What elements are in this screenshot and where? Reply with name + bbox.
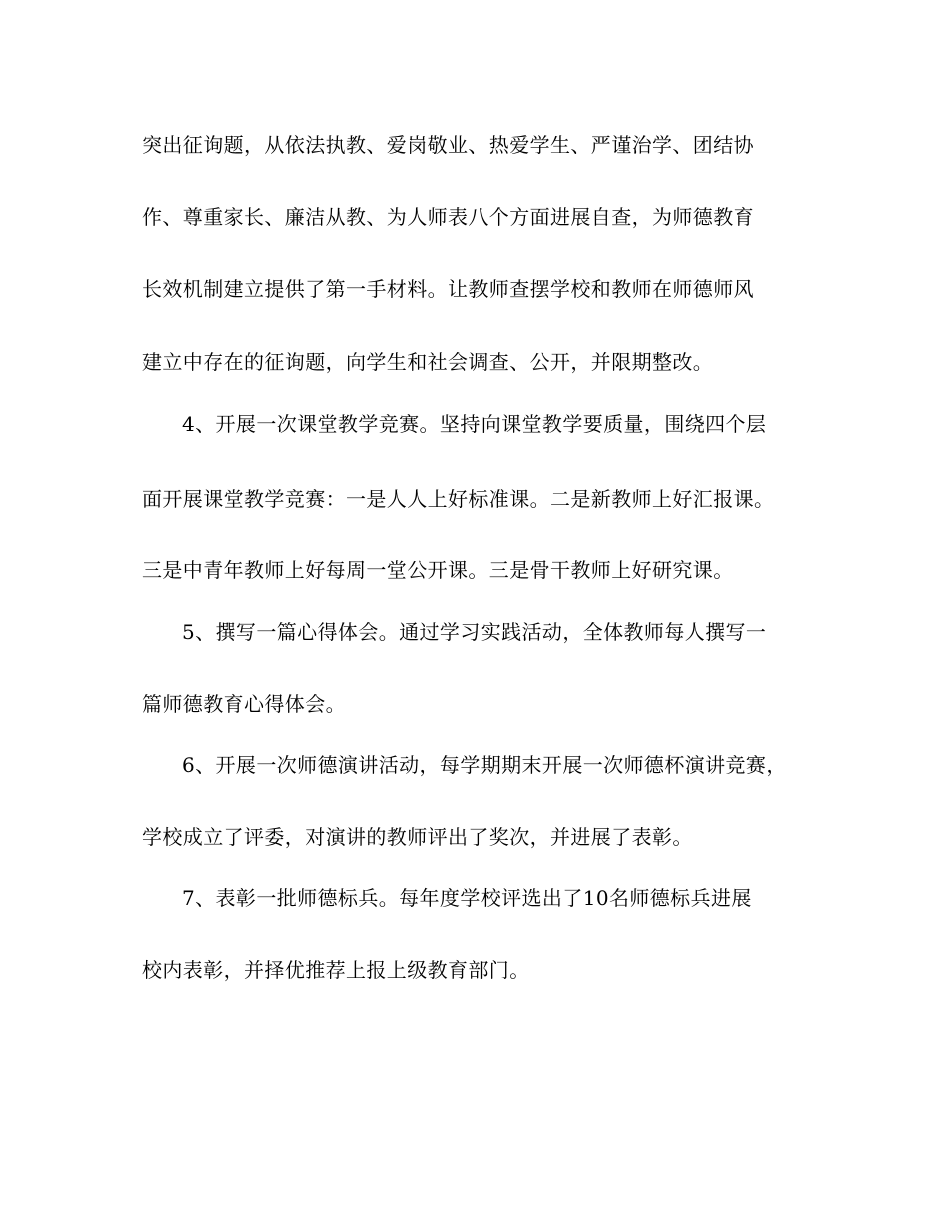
item-6-line-2: 学校成立了评委，对演讲的教师评出了奖次，并进展了表彰。: [142, 825, 693, 849]
paragraph-line-4: 建立中存在的征询题，向学生和社会调查、公开，并限期整改。: [142, 350, 714, 374]
paragraph-line-1: 突出征询题，从依法执教、爱岗敬业、热爱学生、严谨治学、团结协: [142, 133, 754, 157]
item-4-line-3: 三是中青年教师上好每周一堂公开课。三是骨干教师上好研究课。: [142, 558, 734, 582]
item-5-line-1: 5、撰写一篇心得体会。通过学习实践活动，全体教师每人撰写一: [182, 620, 767, 644]
item-6-line-1: 6、开展一次师德演讲活动，每学期期末开展一次师德杯演讲竞赛，: [182, 753, 787, 777]
item-4-line-1: 4、开展一次课堂教学竞赛。坚持向课堂教学要质量，围绕四个层: [182, 412, 767, 436]
paragraph-line-2: 作、尊重家长、廉洁从教、为人师表八个方面进展自查，为师德教育: [142, 205, 754, 229]
item-4-line-2: 面开展课堂教学竞赛：一是人人上好标准课。二是新教师上好汇报课。: [142, 487, 775, 511]
paragraph-line-3: 长效机制建立提供了第一手材料。让教师查摆学校和教师在师德师风: [142, 277, 754, 301]
item-5-line-2: 篇师德教育心得体会。: [142, 692, 346, 716]
item-7-line-1: 7、表彰一批师德标兵。每年度学校评选出了10名师德标兵进展: [182, 886, 752, 910]
item-7-line-2: 校内表彰，并择优推荐上报上级教育部门。: [142, 958, 530, 982]
